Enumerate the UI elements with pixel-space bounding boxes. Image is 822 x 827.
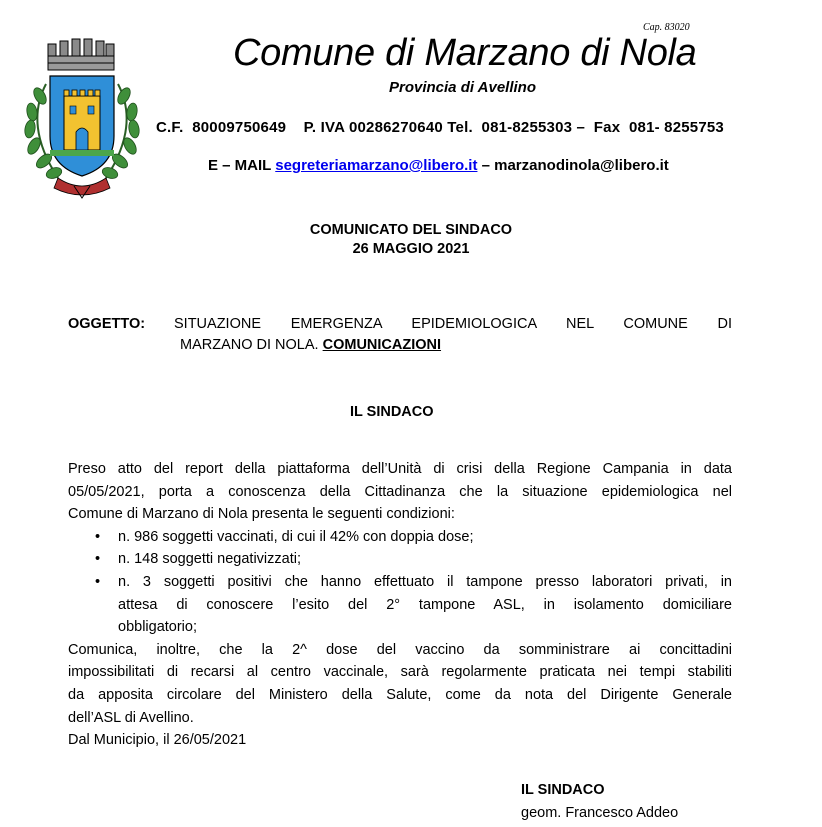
- paragraph-line: Preso atto del report della piattaforma dell’Unità di crisi della Regione Campania in data: [68, 461, 732, 477]
- list-item-text: n. 3 soggetti positivi che hanno effettuato il tampone presso laboratori privati, in: [118, 573, 732, 590]
- email-link[interactable]: segreteriamarzano@libero.it: [275, 157, 478, 174]
- list-item-text: n. 148 soggetti negativizzati;: [118, 551, 301, 568]
- email-line: [208, 157, 669, 174]
- signature-title: IL SINDACO: [521, 782, 605, 798]
- subject-line-2: [180, 337, 441, 353]
- bullet-icon: •: [95, 573, 101, 590]
- list-item: [68, 571, 732, 594]
- fiscal-contact-line: C.F. 80009750649 P. IVA 00286270640 Tel. 081-8255303 – Fax 081- 8255753: [156, 119, 724, 136]
- communique-heading: [0, 221, 822, 259]
- signature-name: geom. Francesco Addeo: [521, 805, 679, 821]
- paragraph-line: Comune di Marzano di Nola presenta le seguenti condizioni:: [68, 506, 455, 523]
- list-item-text: n. 986 soggetti vaccinati, di cui il 42% con doppia dose;: [118, 528, 474, 545]
- crown-icon: [48, 39, 114, 70]
- paragraph-line: dell’ASL di Avellino.: [68, 709, 194, 726]
- subject-underlined: COMUNICAZIONI: [322, 337, 442, 353]
- subject-line-1: SITUAZIONE EMERGENZA EPIDEMIOLOGICA NEL COMUNE DI: [174, 316, 732, 332]
- paragraph-line: da apposita circolare del Ministero della Salute, come da nota del Dirigente Generale: [68, 686, 732, 703]
- bullet-icon: •: [95, 551, 101, 568]
- list-item-continuation: attesa di conoscere l’esito del 2° tampone ASL, in isolamento domiciliare: [118, 596, 732, 613]
- province-label: Provincia di Avellino: [389, 79, 536, 96]
- mayor-heading: IL SINDACO: [350, 404, 434, 420]
- subject-label: OGGETTO:: [68, 316, 146, 332]
- ribbon-icon: [54, 178, 110, 198]
- paragraph-line: Comunica, inoltre, che la 2^ dose del vaccino da somministrare ai concittadini: [68, 641, 732, 658]
- email-secondary: – marzanodinola@libero.it: [477, 157, 669, 174]
- closing-line: Dal Municipio, il 26/05/2021: [68, 732, 247, 749]
- bullet-icon: •: [95, 528, 101, 545]
- list-item-continuation: obbligatorio;: [118, 619, 197, 636]
- list-item: [68, 526, 732, 549]
- communique-title: COMUNICATO DEL SINDACO: [309, 222, 513, 238]
- document-body: [68, 458, 732, 752]
- postal-code: Cap. 83020: [643, 22, 690, 33]
- communique-date: 26 MAGGIO 2021: [352, 241, 470, 257]
- shield-icon: [50, 76, 114, 176]
- list-item: [68, 548, 732, 571]
- paragraph-line: 05/05/2021, porta a conoscenza della Cittadinanza che la situazione epidemiologica nel: [68, 483, 732, 500]
- subject-text: MARZANO DI NOLA.: [180, 337, 323, 353]
- municipality-title: Comune di Marzano di Nola: [233, 32, 697, 74]
- email-prefix: E – MAIL: [208, 157, 276, 174]
- paragraph-line: impossibilitati di recarsi al centro vaccinale, sarà regolarmente praticata nei tempi stabiliti: [68, 664, 732, 681]
- municipal-crest-logo: [18, 36, 146, 202]
